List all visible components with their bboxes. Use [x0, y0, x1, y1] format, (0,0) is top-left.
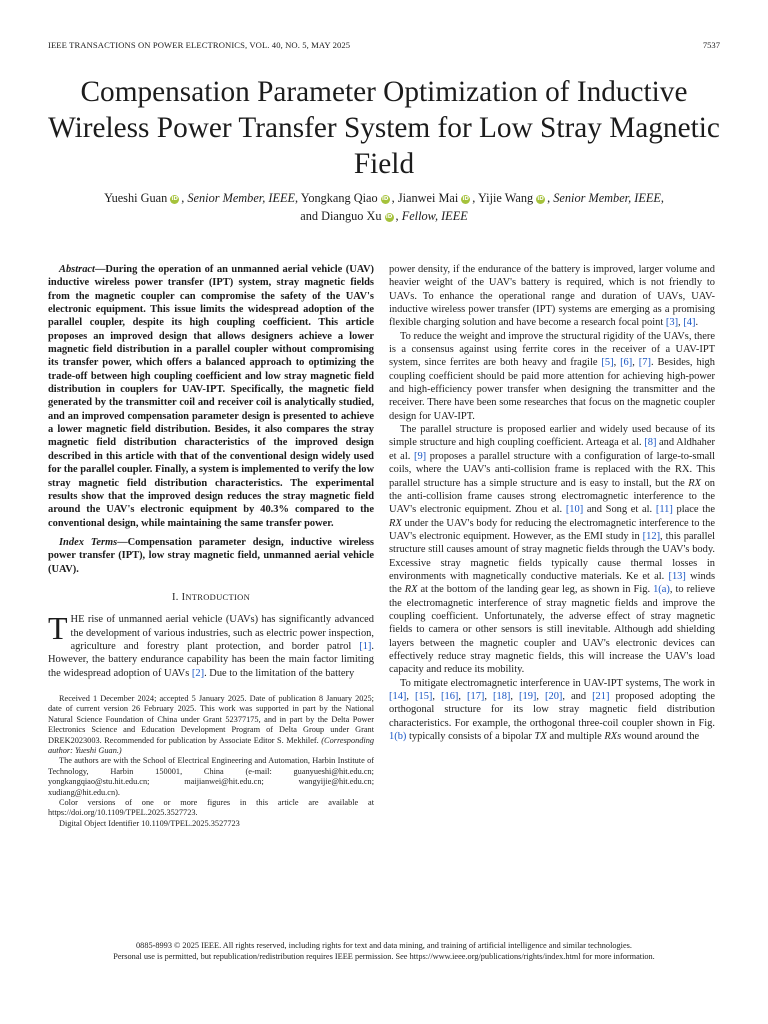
received-note: [48, 694, 374, 756]
section-title-rest: NTRODUCTION: [185, 591, 251, 602]
section-number: I.: [171, 591, 179, 603]
author-role: Senior Member, IEEE: [187, 191, 295, 205]
body-text: . Besides, high coupling coefficient should be paid more attention for achieving high-power and high-efficiency power transfer when designing the transmitter and the receiver. There have been some researches that focus on the magnetic coupler design for UAV-IPT.: [389, 357, 715, 422]
body-text: , this parallel structure still causes amount of stray magnetic fields through the UAV's body. Excessive stray magnetic fields typically cause thermal losses in environments with magnetically conductive materials. Ke et al.: [389, 530, 716, 582]
citation-link[interactable]: [10]: [565, 504, 584, 516]
section-heading: [48, 591, 374, 604]
body-text: at the bottom of the landing gear leg, as shown in Fig.: [417, 584, 654, 596]
citation-link[interactable]: [21]: [592, 691, 610, 702]
orcid-icon[interactable]: iD: [381, 196, 389, 202]
drop-cap: T: [48, 610, 68, 647]
running-header: IEEE TRANSACTIONS ON POWER ELECTRONICS, VOL. 40, NO. 5, MAY 2025: [48, 40, 351, 50]
body-text: and Song et al.: [583, 504, 656, 516]
abstract-text: During the operation of an unmanned aerial vehicle (UAV) inductive wireless power transfer (IPT) system, stray magnetic fields from the magnetic coupler can compromise the safety of the UAV's electronic equipment. This issue limits the widespread adoption of the parallel coupler, despite its high coupling coefficient. This article proposes an improved design that allows designers achieve a lower magnetic field distribution in a parallel coupler without compromising its transfer power, which offers a balanced approach to optimizing the trade-off between high coupling coefficient and low stray magnetic field distribution in couplers for UAV-IPT. Specifically, the magnetic field generated by the transmitter coil and receiver coil is analytically studied, and an improved compensation parameter design is presented to achieve a lower magnetic field distribution. Besides, it also compares the stray magnetic field distribution characteristics of the improved design described in this article with that of the conventional design widely used for the parallel coupler. Finally, a system is implemented to verify the low stray magnetic field distribution characteristics. The experimental results show that the improved design reduces the stray magnetic field around the UAV's electronic equipment by 40.3% compared to the conventional design, while maintaining the same transfer power.: [48, 264, 374, 529]
permission-line: Personal use is permitted, but republication/redistribution requires IEEE permission. See https://www.ieee.org/publications/rights/index.html for more information.: [113, 952, 655, 961]
body-text: wound around the: [621, 731, 700, 743]
citation-link[interactable]: [9]: [413, 450, 427, 462]
body-text: proposed adopting the orthogonal structure for its low stray magnetic field distribution characteristics. For example, the orthogonal three-coil coupler shown in Fig.: [389, 691, 716, 729]
body-paragraph: [389, 423, 715, 677]
figure-link[interactable]: 1(b): [389, 731, 407, 743]
citation-link[interactable]: [6]: [620, 357, 633, 369]
body-text: and multiple: [546, 731, 605, 743]
body-text: typically consists of a bipolar: [406, 731, 535, 743]
page-number: 7537: [702, 40, 720, 50]
author-name: Jianwei Mai: [397, 191, 459, 205]
citation-link[interactable]: [1]: [359, 640, 372, 652]
copyright-line: 0885-8993 © 2025 IEEE. All rights reserved, including rights for text and data mining, and training of artificial intelligence and similar technologies.: [136, 941, 632, 950]
affiliation-note: The authors are with the School of Electrical Engineering and Automation, Harbin Institute of Technology, Harbin 150001, China (e-mail: guanyueshi@hit.edu.cn; yongkangqiao@stu.hit.edu.cn; maijianwei@hit.edu.cn; wangyijie@hit.edu.cn; xudiang@hit.edu.cn).: [48, 756, 374, 797]
citation-link[interactable]: [18]: [493, 691, 511, 702]
body-text: on the anti-collision frame causes strong electromagnetic interference to the UAV's electronic equipment. Zhou et al.: [389, 477, 716, 516]
orcid-icon[interactable]: iD: [462, 196, 469, 202]
footnotes: [48, 694, 374, 829]
body-text: winds the: [389, 570, 716, 596]
citation-link[interactable]: [13]: [668, 570, 686, 582]
citation-link[interactable]: [19]: [519, 691, 537, 702]
left-column: [48, 263, 374, 829]
orcid-icon[interactable]: iD: [171, 196, 178, 202]
index-terms-label: Index Terms: [59, 536, 118, 548]
author-name: Dianguo Xu: [321, 209, 382, 223]
citation-link[interactable]: [7]: [638, 357, 651, 369]
rx-symbol: RX: [688, 477, 702, 489]
body-text: power density, if the endurance of the battery is improved, larger volume and heavier weight of the UAV's battery is required, which is not friendly to UAVs. To enhance the operational range and duration of UAVs, UAV-inductive wireless power transfer (IPT) systems are emerging as a promising flexible charging solution and have become a research focal point: [389, 264, 715, 329]
body-text: proposes a parallel structure with a configuration of large-to-small coils, where the UAV's anti-collision frame is replaced with the RX. This parallel structure has a simple structure and is easy to install, but the: [389, 450, 715, 489]
body-text: under the UAV's body for reducing the electromagnetic interference to the UAV's electronic equipment. However, as the EMI study in: [389, 517, 715, 542]
doi-note: Digital Object Identifier 10.1109/TPEL.2025.3527723: [59, 818, 240, 828]
citation-link[interactable]: [4]: [683, 317, 696, 329]
figure-link[interactable]: 1(a): [653, 584, 670, 596]
citation-link[interactable]: [11]: [655, 504, 673, 516]
citation-link[interactable]: [2]: [191, 667, 205, 679]
rx-symbol: RX: [404, 584, 418, 596]
right-column: [389, 263, 715, 743]
body-text: , to relieve the electromagnetic interference of stray magnetic fields and improve the coupling coefficient. Unfortunately, the adverse effect of stray magnetic fields to camera or other sensors is still inevitable. Although add shielding layers between the magnetic coupler and UAV's electronic devices can effectively reduce stray magnetic fields, this will increase the UAV's load capacity and reduce its mobility.: [389, 584, 715, 676]
author-name: Yongkang Qiao: [300, 191, 378, 205]
copyright-footer: [20, 940, 748, 962]
body-paragraph: power density, if the endurance of the battery is improved, larger volume and heavier weight of the UAV's battery is required, which is not friendly to UAVs. To enhance the operational range and duration of UAVs, UAV-inductive wireless power transfer (IPT) systems are emerging as a promising flexible charging solution and have become a research focal point [3], [4].: [389, 264, 715, 329]
abstract-label: Abstract: [59, 264, 95, 275]
color-note: Color versions of one or more figures in this article are available at https://doi.org/10.1109/TPEL.2025.3527723.: [48, 798, 374, 818]
body-text: place the: [672, 504, 715, 516]
citation-link[interactable]: [15]: [415, 691, 433, 702]
citation-link[interactable]: [12]: [642, 530, 661, 542]
citation-link[interactable]: [20]: [545, 691, 563, 702]
index-terms-text: Compensation parameter design, inductive wireless power transfer (IPT), low stray magnetic field, unmanned aerial vehicle (UAV).: [48, 536, 374, 575]
body-text: and Aldhaher et al.: [389, 437, 715, 462]
paper-title: Compensation Parameter Optimization of Inductive Wireless Power Transfer System for Low Stray Magnetic Field: [48, 76, 720, 180]
author-role: Senior Member, IEEE: [553, 191, 661, 205]
citation-link[interactable]: [17]: [467, 691, 485, 702]
citation-link[interactable]: [14]: [389, 691, 407, 702]
section-title-initial: I: [181, 591, 186, 603]
body-text: To reduce the weight and improve the structural rigidity of the UAVs, there is a consensus against using ferrite cores in the receiver of a UAV-IPT system, since ferrites are both heavy and fragile: [389, 330, 715, 369]
orcid-icon[interactable]: iD: [385, 214, 393, 220]
body-paragraph: To mitigate electromagnetic interference in UAV-IPT systems, The work in [14], [15], [16], [17], [18], [19], [20], and [21] proposed adopting the orthogonal structure for its low stray magnetic field distribution characteristics. For example, the orthogonal three-coil coupler shown in Fig. 1(b) typically consists of a bipolar TX and multiple RXs wound around the: [389, 677, 716, 743]
citation-link[interactable]: [5]: [601, 357, 614, 369]
citation-link[interactable]: [8]: [644, 437, 657, 449]
citation-link[interactable]: [3]: [665, 317, 679, 329]
rx-symbol: RX: [389, 517, 402, 529]
tx-symbol: TX: [534, 731, 547, 743]
abstract: Abstract—During the operation of an unmanned aerial vehicle (UAV) inductive wireless power transfer (IPT) system, stray magnetic fields from the magnetic coupler can compromise the safety of the UAV's electronic equipment. This issue limits the widespread adoption of the parallel coupler, despite its high coupling coefficient. This article proposes an improved design that allows designers achieve a lower magnetic field distribution in a parallel coupler without compromising its transfer power, which offers a balanced approach to optimizing the trade-off between high coupling coefficient and low stray magnetic field distribution in couplers for UAV-IPT. Specifically, the magnetic field generated by the transmitter coil and receiver coil is analytically studied, and an improved compensation parameter design is presented to achieve a lower magnetic field distribution. Besides, it also compares the stray magnetic field distribution characteristics of the improved design described in this article with that of the conventional design widely used for the parallel coupler. Finally, a system is implemented to verify the low stray magnetic field distribution characteristics. The experimental results show that the improved design reduces the stray magnetic field around the UAV's electronic equipment by 40.3% compared to the conventional design, while maintaining the same transfer power.: [48, 264, 374, 529]
body-paragraph: To reduce the weight and improve the structural rigidity of the UAVs, there is a consensus against using ferrite cores in the receiver of a UAV-IPT system, since ferrites are both heavy and fragile [5], [6], [7]. Besides, high coupling coefficient should be paid more attention for achieving high-power and high-efficiency power transfer when designing the transmitter and the receiver. There have been some researches that focus on the magnetic coupler design for UAV-IPT.: [389, 330, 715, 422]
author-role: Fellow, IEEE: [401, 209, 468, 223]
citation-link[interactable]: [16]: [441, 691, 459, 702]
author-list: Yueshi Guan iD , Senior Member, IEEE, Yongkang Qiao iD , Jianwei Mai iD , Yijie Wang iD , Senior Member, IEEE, and Dianguo Xu iD , Fellow, IEEE: [104, 191, 664, 223]
body-text: The parallel structure is proposed earlier and widely used because of its simple structure and high coupling coefficient. Arteaga et al.: [389, 424, 715, 449]
rxs-symbol: RXs: [604, 731, 622, 743]
author-name: Yueshi Guan: [104, 191, 168, 205]
intro-paragraph: [48, 610, 374, 680]
body-text: To mitigate electromagnetic interference in UAV-IPT systems, The work in: [400, 677, 715, 689]
corresponding-author: (Corresponding author: Yueshi Guan.): [48, 735, 374, 755]
index-terms: Index Terms—Compensation parameter design, inductive wireless power transfer (IPT), low stray magnetic field, unmanned aerial vehicle (UAV).: [48, 536, 374, 575]
orcid-icon[interactable]: iD: [537, 196, 544, 202]
body-text: HE rise of unmanned aerial vehicle (UAVs) has significantly advanced the development of various industries, such as electric power inspection, agriculture and forestry plant protection, and border patrol: [70, 614, 374, 652]
body-text: . However, the battery endurance capability has been the main factor limiting the widespread adoption of UAVs: [48, 640, 374, 679]
author-name: Yijie Wang: [477, 191, 534, 205]
received-text: Received 1 December 2024; accepted 5 January 2025. Date of publication 8 January 2025; date of current version 26 February 2025. This work was supported in part by the National Natural Science Foundation of China under Grant 52377175, and in part by the Delta Power Electronics Science and Education Development Program of Delta Group under Grant DREK2023003. Recommended for publication by Associate Editor S. Mekhilef.: [48, 693, 374, 745]
body-text: . Due to the limitation of the battery: [204, 667, 355, 679]
